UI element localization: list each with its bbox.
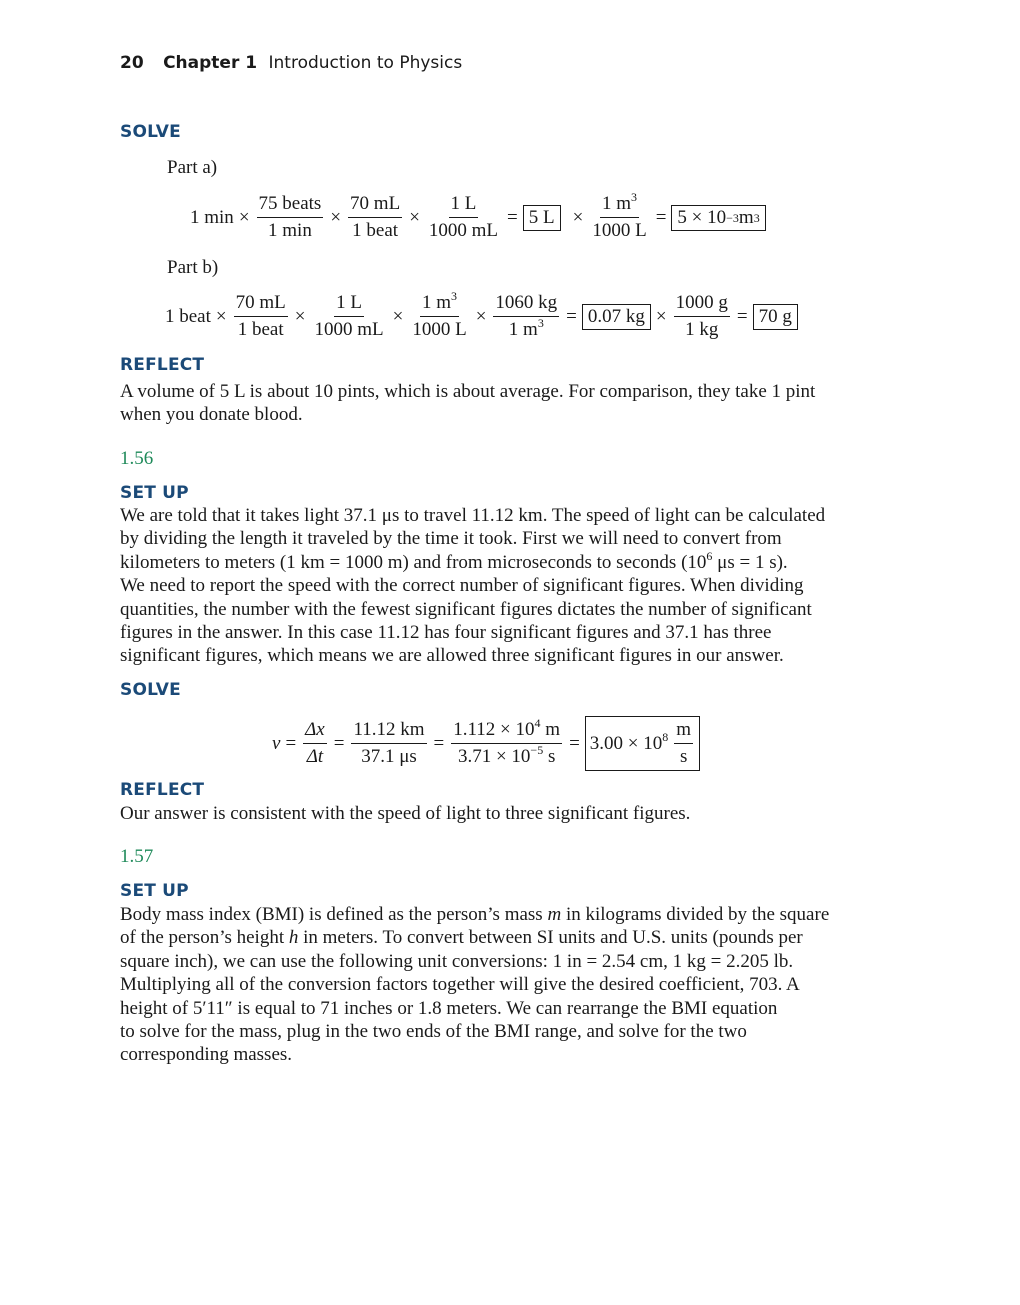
equation-part-b: 1 beat × $\frac{70 mL}{\text{1 beat}}$ × $\frac{1 L}{1000 mL}$ × $\frac{1 m^3}{1000 L}$ × $\frac{1060 kg}{1 m^3}$ = 0.07 kg × $\frac{1000 g}{1 kg}$ = 70 g [165,292,798,341]
eq-a-times: × [409,206,420,228]
eq-b-lead: 1 beat [165,305,211,327]
solve-heading: SOLVE [120,122,181,142]
reflect-heading: REFLECT [120,355,205,375]
problem-number-1-56: 1.56 [120,448,154,469]
chapter-title: Introduction to Physics [268,53,463,73]
eq-lhs: v [272,732,281,754]
setup-heading: SET UP [120,881,189,901]
eq-a-times: × [238,206,250,228]
reflect-paragraph-1-56: Our answer is consistent with the speed of light to three significant figures. [120,803,691,824]
eq-b-boxed-result-1: 0.07 kg [582,304,651,330]
eq-b-fraction-4: $\frac{1060 kg}{1 m^3}$ [495,292,558,340]
page-number: 20 [120,53,144,73]
problem-number-1-57: 1.57 [120,846,154,867]
reflect-paragraph: A volume of 5 L is about 10 pints, which is about average. For comparison, they take 1 pint when you donate blood. [120,381,816,426]
eq-fraction-delta: $\frac{\Delta x}{\Delta t}$ [305,719,325,767]
part-a-label: Part a) [167,157,218,178]
part-b-label: Part b) [167,257,219,278]
eq-a-boxed-result-1: 5 L [523,205,561,231]
chapter-label: Chapter 1 [163,53,258,73]
running-header [120,53,462,73]
eq-fraction-si: $\frac{1.112 \times 10^4 m}{3.71 \times 10^{-5} s}$ [453,716,561,767]
eq-a-times: × [572,206,584,228]
eq-a-equals: = [655,206,667,228]
eq-a-fraction-2: $\frac{70 mL}{\text{1 beat}}$ [350,193,401,241]
setup-heading: SET UP [120,483,189,503]
eq-a-fraction-1: $\frac{\text{75 beats}}{1 \min}$ [258,193,322,241]
eq-b-fraction-3: $\frac{1 m^3}{1000 L}$ [412,289,467,340]
eq-a-fraction-4: $\frac{1 m^3}{1000 L}$ [592,190,647,241]
equation-speed-of-light: v = $\frac{\Delta x}{\Delta t}$ = $\frac{11.12 km}{37.1 \mu s}$ = $\frac{1.112 \times 10^4 m}{3.71 \times 10^{-5} s}$ = $3.00 \times 10^8$ $\frac{m}{s}$ [272,716,700,771]
eq-a-equals: = [507,206,518,228]
eq-a-boxed-result-2: 5 × 10 −3 m 3 [671,205,765,231]
eq-b-fraction-5: $\frac{1000 g}{1 kg}$ [675,292,728,340]
eq-b-fraction-2: $\frac{1 L}{1000 mL}$ [314,292,384,340]
equation-part-a [190,190,766,242]
eq-a-times: × [330,206,342,228]
eq-boxed-answer: $3.00 \times 10^8$ $\frac{m}{s}$ [585,716,700,771]
solve-heading: SOLVE [120,680,181,700]
eq-a-fraction-3: $\frac{1 L}{1000 mL}$ [428,193,499,241]
eq-fraction-values: $\frac{11.12 km}{37.1 \mu s}$ [353,719,425,767]
setup-paragraph-1-57: Body mass index (BMI) is defined as the person’s mass m in kilograms divided by the square of the person’s height h in meters. To convert between SI units and U.S. units (pounds per square inch), we can use the following unit conversions: 1 in = 2.54 cm, 1 kg = 2.205 lb. Multiplying all of the conversion factors together will give the desired coefficient, 703. A height of 5′11″ is equal to 71 inches or 1.8 meters. We can rearrange the BMI equation to solve for the mass, plug in the two ends of the BMI range, and solve for the two corresponding masses. [120,904,830,1066]
eq-a-lead: 1 min [190,206,234,228]
setup-paragraph-1-56: We are told that it takes light 37.1 μs to travel 11.12 km. The speed of light can be calculated by dividing the length it traveled by the time it took. First we will need to convert from kilometers to meters (1 km = 1000 m) and from microseconds to seconds ($10^6$ μs = 1 s). We need to report the speed with the correct number of significant figures. When dividing quantities, the number with the fewest significant figures dictates the number of significant figures in the answer. In this case 11.12 has four significant figures and 37.1 has three significant figures, which means we are allowed three significant figures in our answer. [120,505,826,667]
reflect-heading: REFLECT [120,780,205,800]
eq-b-fraction-1: $\frac{70 mL}{\text{1 beat}}$ [235,292,286,340]
eq-b-boxed-result-2: 70 g [753,304,798,330]
